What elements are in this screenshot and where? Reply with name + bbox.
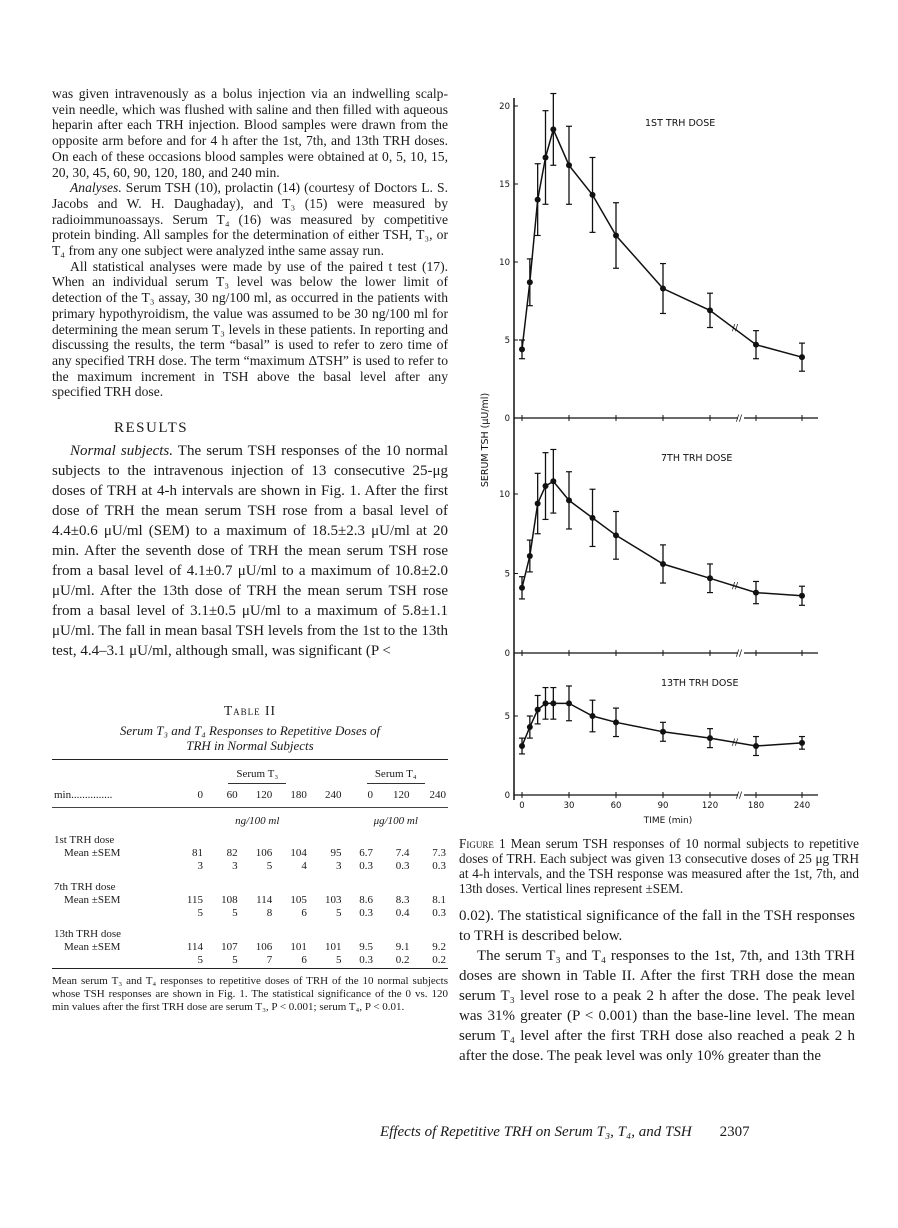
- data-point: [707, 307, 713, 313]
- table-footnote: Mean serum T₃ and T₄ responses to repetitive doses of TRH of the 10 normal subjects whose TSH responses are shown in Fig. 1. The statistical significance of the 0 vs. 120 min values after the first TRH dose are serum T₃, P < 0.001; serum T₄, P < 0.01.: [52, 975, 448, 1014]
- data-point: [550, 478, 556, 484]
- table-ii: [52, 759, 448, 969]
- col-header: 0: [343, 784, 375, 808]
- cell: 6: [301, 906, 307, 919]
- cell: 8.3: [395, 893, 410, 906]
- cell: 0.3: [359, 859, 374, 872]
- cell: 0.2: [432, 953, 446, 966]
- data-point: [519, 743, 525, 749]
- normal-subjects-label: Normal subjects.: [70, 443, 173, 460]
- cell: 3: [197, 859, 203, 872]
- figure-1-chart: [455, 80, 855, 840]
- cell: 114: [186, 940, 203, 953]
- data-point: [613, 232, 619, 238]
- data-point: [590, 515, 596, 521]
- cell: 0.3: [432, 906, 446, 919]
- cell: 6.7: [359, 846, 374, 859]
- cell: 104: [290, 846, 307, 859]
- cell: 7.3: [432, 846, 446, 859]
- table-column-header: [52, 784, 448, 808]
- cell: 0.3: [359, 953, 374, 966]
- cell: 9.1: [395, 940, 410, 953]
- cell: 0.3: [359, 906, 374, 919]
- cell: 8.6: [359, 893, 374, 906]
- y-axis-label: SERUM TSH (μU/ml): [480, 392, 491, 488]
- data-point: [566, 700, 572, 706]
- svg-text://: //: [732, 323, 739, 334]
- data-point: [799, 740, 805, 746]
- dose-label-row: [52, 827, 448, 846]
- table-subtitle-line1: Serum T₃ and T₄ Responses to Repetitive Doses of: [119, 723, 381, 739]
- svg-text:0: 0: [504, 649, 510, 659]
- x-tick-label: 180: [747, 801, 765, 811]
- cell: 7.4: [395, 846, 410, 859]
- row-label: Mean ±SEM: [64, 940, 121, 953]
- normal-subjects-paragraph: [52, 441, 448, 661]
- cell: 0.2: [395, 953, 410, 966]
- x-tick-label: 120: [701, 801, 719, 811]
- cell: 3: [335, 859, 342, 872]
- cell: 106: [255, 940, 273, 953]
- x-axis-label: TIME (min): [643, 816, 693, 826]
- data-point: [590, 713, 596, 719]
- svg-text:10: 10: [499, 490, 510, 500]
- col-header: 240: [411, 784, 448, 808]
- right-paragraph-1: 0.02). The statistical significance of the fall in the TSH responses to TRH is described below.: [459, 908, 855, 944]
- svg-text:0: 0: [504, 414, 510, 424]
- row-label: Mean ±SEM: [64, 846, 121, 859]
- cell: 114: [256, 893, 273, 906]
- unit-t3: ng/100 ml: [235, 814, 280, 827]
- cell: 106: [255, 846, 273, 859]
- data-point: [550, 700, 556, 706]
- cell: 5: [197, 906, 203, 919]
- statistics-paragraph: All statistical analyses were made by use of the paired t test (17). When an individual serum T₃ level was below the lower limit of detection of the T₃ assay, 30 ng/100 ml, as occurred in the patients with primary hypothyroidism, the value was assumed to be 30 ng/100 ml for determining the mean serum T₃ levels in these patients. In reporting and discussing the results, the term “basal” is used to refer to zero time of any specified TRH dose. The term “maximum ΔTSH” is used to refer to the maximum increment in TSH above the basal level after any specified TRH dose.: [52, 258, 448, 400]
- analyses-text: Serum TSH (10), prolactin (14) (courtesy of Doctors L. S. Jacobs and W. H. Daughaday), and T₃ (15) were measured by radioimmunoassays. Serum T₄ (16) was measured by competitive protein binding. All samples for the determination of either TSH, T₃, or T₄ from any one subject were analyzed inthe same assay run.: [52, 180, 448, 259]
- cell: 0.3: [395, 859, 410, 872]
- table-row: [52, 953, 448, 969]
- cell: 82: [226, 846, 238, 859]
- cell: 115: [186, 893, 203, 906]
- data-point: [753, 342, 759, 348]
- dose-label-row: [52, 921, 448, 940]
- page-number: 2307: [719, 1124, 750, 1140]
- x-tick-label: 90: [657, 801, 669, 811]
- data-point: [707, 575, 713, 581]
- svg-text:5: 5: [504, 336, 510, 346]
- cell: 5: [266, 859, 273, 872]
- data-point: [543, 700, 549, 706]
- data-point: [660, 561, 666, 567]
- data-point: [527, 724, 533, 730]
- dose-label: 13th TRH dose: [54, 927, 122, 940]
- cell: 5: [232, 906, 238, 919]
- svg-text:20: 20: [499, 102, 510, 112]
- col-header: 0: [171, 784, 205, 808]
- panel-label: 1ST TRH DOSE: [645, 118, 716, 129]
- data-point: [613, 719, 619, 725]
- analyses-label: Analyses.: [70, 180, 122, 196]
- table-title: Table II: [223, 703, 277, 719]
- svg-text://: //: [736, 791, 743, 801]
- min-label: min...............: [52, 784, 171, 808]
- cell: 5: [335, 953, 342, 966]
- svg-text:10: 10: [499, 258, 510, 268]
- left-column: [52, 86, 448, 1014]
- table-units-row: [52, 808, 448, 828]
- page-footer: [380, 1124, 750, 1141]
- cell: 7: [266, 953, 273, 966]
- panel-label: 7TH TRH DOSE: [661, 453, 733, 464]
- svg-text://: //: [736, 414, 743, 424]
- row-label: Mean ±SEM: [64, 893, 121, 906]
- data-point: [527, 279, 533, 285]
- data-point: [613, 532, 619, 538]
- data-point: [799, 354, 805, 360]
- data-point: [519, 346, 525, 352]
- cell: 107: [221, 940, 238, 953]
- cell: 5: [197, 953, 203, 966]
- x-tick-label: 240: [793, 801, 811, 811]
- cell: 8.1: [432, 893, 446, 906]
- data-point: [543, 483, 549, 489]
- data-point: [566, 162, 572, 168]
- data-point: [535, 501, 541, 507]
- col-header: 120: [375, 784, 411, 808]
- figure-caption: [459, 836, 859, 896]
- dose-label-row: [52, 874, 448, 893]
- dose-label: 7th TRH dose: [54, 880, 116, 893]
- col-header: 240: [309, 784, 344, 808]
- data-point: [799, 593, 805, 599]
- figure-caption-text: Mean serum TSH responses of 10 normal subjects to repetitive doses of TRH. Each subject was given 13 consecutive doses of 25 μg TRH at 4-h intervals, and the TSH response was measured after the 1st, 7th, and 13th doses. Vertical lines represent ±SEM.: [459, 836, 859, 896]
- svg-text:5: 5: [504, 712, 510, 722]
- group-serum-t4: Serum T₄: [367, 768, 425, 784]
- group-serum-t3: Serum T₃: [228, 768, 286, 784]
- col-header: 60: [205, 784, 240, 808]
- svg-text:15: 15: [499, 180, 510, 190]
- table-row: [52, 846, 448, 859]
- cell: 5: [335, 906, 342, 919]
- figure-caption-label: Figure 1: [459, 836, 506, 851]
- panel-label: 13TH TRH DOSE: [661, 678, 739, 689]
- data-point: [535, 707, 541, 713]
- table-row: [52, 940, 448, 953]
- data-point: [660, 286, 666, 292]
- data-point: [753, 743, 759, 749]
- right-paragraph-2: The serum T₃ and T₄ responses to the 1st, 7th, and 13th TRH doses are shown in Table II. After the first TRH dose the mean serum T₃ level rose to a peak 2 h after the dose. The peak level was 31% greater (P < 0.001) than the base-line level. The mean serum T₄ level after the first TRH dose also reached a peak 2 h after the dose. The peak level was only 10% greater than the: [459, 948, 855, 1064]
- dose-label: 1st TRH dose: [54, 833, 115, 846]
- cell: 4: [301, 859, 307, 872]
- x-tick-label: 30: [563, 801, 575, 811]
- cell: 8: [266, 906, 273, 919]
- methods-paragraph: was given intravenously as a bolus injection via an indwelling scalp-vein needle, which was flushed with saline and then filled with aqueous heparin after each TRH injection. Blood samples were drawn from the opposite arm before and for 4 h after the 1st, 7th, and 13th TRH doses. On each of these occasions blood samples were obtained at 0, 5, 10, 15, 20, 30, 45, 60, 90, 120, 180, and 240 min.: [52, 86, 448, 180]
- svg-text://: //: [736, 649, 743, 659]
- cell: 5: [232, 953, 238, 966]
- table-row: [52, 906, 448, 921]
- svg-text://: //: [732, 738, 739, 749]
- data-point: [527, 553, 533, 559]
- col-header: 180: [274, 784, 309, 808]
- cell: 9.5: [359, 940, 374, 953]
- svg-text:0: 0: [504, 791, 510, 801]
- data-point: [753, 590, 759, 596]
- cell: 108: [221, 893, 238, 906]
- cell: 3: [232, 859, 238, 872]
- svg-text:5: 5: [504, 569, 510, 580]
- data-point: [535, 197, 541, 203]
- cell: 6: [301, 953, 307, 966]
- x-tick-label: 0: [519, 801, 525, 811]
- unit-t4: μg/100 ml: [373, 814, 418, 827]
- data-point: [543, 154, 549, 160]
- table-row: [52, 893, 448, 906]
- table-group-header: [52, 760, 448, 785]
- x-tick-label: 60: [610, 801, 622, 811]
- cell: 81: [191, 846, 203, 859]
- analyses-paragraph: [52, 180, 448, 259]
- right-column-text: [459, 906, 855, 1066]
- data-point: [660, 729, 666, 735]
- cell: 95: [330, 846, 342, 859]
- cell: 9.2: [432, 940, 446, 953]
- cell: 0.3: [432, 859, 446, 872]
- data-point: [519, 585, 525, 591]
- cell: 101: [324, 940, 342, 953]
- svg-text://: //: [732, 581, 739, 592]
- table-row: [52, 859, 448, 874]
- table-subtitle-line2: TRH in Normal Subjects: [186, 738, 314, 754]
- normal-subjects-text: The serum TSH responses of the 10 normal subjects to the intravenous injection of 13 consecutive 25-μg doses of TRH at 4-h intervals are shown in Fig. 1. After the first dose of TRH the mean serum TSH rose from a basal level of 4.4±0.6 μU/ml (SEM) to a maximum of 18.5±2.3 μU/ml at 20 min. After the seventh dose of TRH the mean serum TSH rose from a basal level of 4.1±0.7 μU/ml to a maximum of 10.8±2.0 μU/ml. After the 13th dose of TRH the mean serum TSH rose from a basal level of 3.1±0.5 μU/ml to a maximum of 5.8±1.1 μU/ml. The fall in mean basal TSH levels from the 1st to the 13th test, 4.4–3.1 μU/ml, although small, was significant (P <: [52, 443, 449, 660]
- data-point: [566, 497, 572, 503]
- cell: 105: [290, 893, 307, 906]
- data-point: [707, 735, 713, 741]
- cell: 101: [290, 940, 307, 953]
- results-heading: RESULTS: [114, 420, 189, 437]
- data-point: [550, 126, 556, 132]
- col-header: 120: [240, 784, 275, 808]
- cell: 0.4: [395, 906, 410, 919]
- cell: 103: [324, 893, 342, 906]
- running-title: Effects of Repetitive TRH on Serum T₃, T₄, and TSH: [380, 1124, 692, 1140]
- table-subtitle: [52, 723, 448, 753]
- data-point: [590, 192, 596, 198]
